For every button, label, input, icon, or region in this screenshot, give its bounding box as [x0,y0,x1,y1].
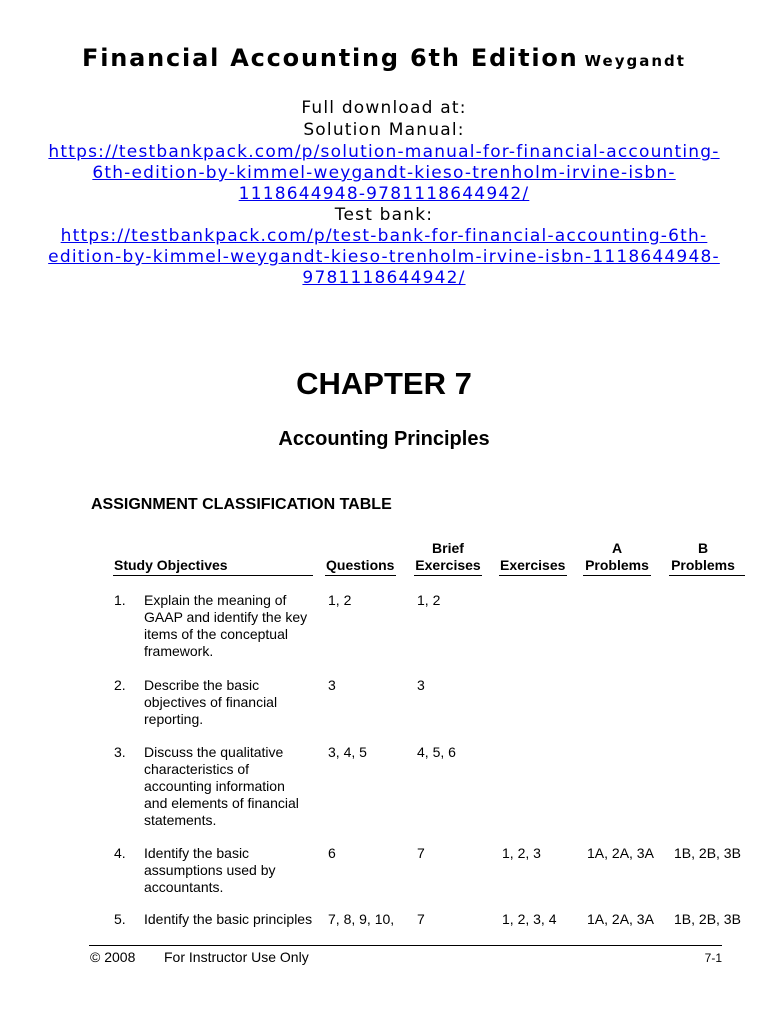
header-underline [414,575,482,576]
table-title: ASSIGNMENT CLASSIFICATION TABLE [91,496,392,513]
cell-brief-exercises: 7 [417,845,425,861]
header-a-top: A [611,540,623,556]
cell-exercises: 1, 2, 3, 4 [502,911,557,927]
page-number: 7-1 [704,951,722,965]
objective-line: Discuss the qualitative [144,744,284,760]
study-objective [144,744,312,829]
objective-line: reporting. [144,711,204,727]
objective-line: statements. [144,812,217,828]
row-number: 5. [114,911,126,927]
header-underline [325,575,396,576]
objective-line: characteristics of [144,761,250,777]
study-objective [144,677,312,728]
objective-line: objectives of financial [144,694,278,710]
objective-line: assumptions used by [144,862,276,878]
cell-a-problems: 1A, 2A, 3A [587,911,654,927]
book-title: Financial Accounting 6th Edition [82,44,579,72]
header-study-objectives: Study Objectives [114,557,228,573]
header-b-top: B [697,540,709,556]
cell-brief-exercises: 7 [417,911,425,927]
objective-line: Explain the meaning of [144,592,287,608]
row-number: 2. [114,677,126,693]
cell-questions: 7, 8, 9, 10, [328,911,395,927]
header-brief-top: Brief [432,540,464,556]
author-name: Weygandt [584,52,686,70]
footer-notice: For Instructor Use Only [164,949,309,965]
header-brief-exercises [414,540,482,574]
header-underline [499,575,567,576]
cell-brief-exercises: 4, 5, 6 [417,744,456,760]
solution-link-line[interactable]: https://testbankpack.com/p/solution-manual-for-financial-accounting- [48,142,720,162]
download-label: Full download at: [301,98,467,118]
header-underline [669,575,745,576]
objective-line: items of the conceptual [144,626,288,642]
cell-questions: 3 [328,677,336,693]
cell-brief-exercises: 3 [417,677,425,693]
cell-questions: 3, 4, 5 [328,744,367,760]
study-objective [144,911,320,928]
objective-line: accountants. [144,879,224,895]
header-exercises: Exercises [500,557,566,573]
test-bank-label: Test bank: [334,205,434,225]
chapter-heading: CHAPTER 7 [296,366,472,401]
solution-manual-label: Solution Manual: [303,120,465,140]
solution-link-line[interactable]: 6th-edition-by-kimmel-weygandt-kieso-trenholm-irvine-isbn- [92,163,676,183]
testbank-link-line[interactable]: edition-by-kimmel-weygandt-kieso-trenholm-irvine-isbn-1118644948- [48,247,720,267]
cell-brief-exercises: 1, 2 [417,592,441,608]
test-bank-link[interactable] [0,226,768,289]
row-number: 4. [114,845,126,861]
row-number: 1. [114,592,126,608]
testbank-link-line[interactable]: https://testbankpack.com/p/test-bank-for-financial-accounting-6th- [60,226,708,246]
cell-questions: 6 [328,845,336,861]
objective-line: GAAP and identify the key [144,609,308,625]
chapter-subtitle: Accounting Principles [278,428,490,450]
cell-b-problems: 1B, 2B, 3B [674,845,741,861]
solution-link-line[interactable]: 1118644948-9781118644942/ [238,184,530,204]
cell-a-problems: 1A, 2A, 3A [587,845,654,861]
study-objective [144,845,312,896]
objective-line: Describe the basic [144,677,260,693]
testbank-link-line[interactable]: 9781118644942/ [302,268,466,288]
header-brief-bottom: Exercises [415,557,481,573]
document-title [0,44,768,72]
objective-line: framework. [144,643,214,659]
footer-rule [89,945,722,946]
header-underline [113,575,313,576]
objective-line: accounting information [144,778,285,794]
header-questions: Questions [326,557,395,573]
study-objective [144,592,312,660]
footer-copyright: © 2008 [90,949,136,965]
cell-questions: 1, 2 [328,592,352,608]
cell-b-problems: 1B, 2B, 3B [674,911,741,927]
header-b-bottom: Problems [671,557,735,573]
header-underline [583,575,651,576]
objective-line: Identify the basic principles [144,911,313,927]
header-a-bottom: Problems [585,557,649,573]
header-a-problems [584,540,650,574]
solution-manual-link[interactable] [0,142,768,205]
objective-line: Identify the basic [144,845,250,861]
header-b-problems [670,540,736,574]
cell-exercises: 1, 2, 3 [502,845,541,861]
row-number: 3. [114,744,126,760]
objective-line: and elements of financial [144,795,299,811]
